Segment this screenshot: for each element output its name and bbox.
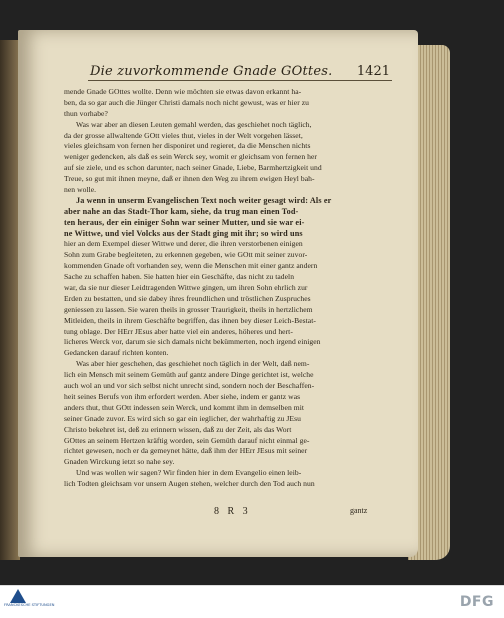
text-line: Gnaden Wirckung ietzt so nahe sey.	[64, 457, 175, 467]
catchword: gantz	[350, 506, 368, 515]
text-line: seiner Gnade zuvor. Es wird sich so gar ein ieglicher, der wahrhaftig zu JEsu	[64, 413, 301, 423]
text-line: Sache zu schaffen haben. Sie hatten hier ein Geschäfte, das nicht zu tadeln	[64, 272, 295, 282]
text-line: Was aber hier geschehen, das geschiehet noch täglich in der Welt, daß nem-	[76, 359, 310, 369]
text-line: aber nahe an das Stadt-Thor kam, siehe, da trug man einen Tod-	[64, 206, 299, 216]
text-line: anders thut, thut GOtt indessen sein Werck, und kommt ihm in demselben mit	[64, 402, 305, 412]
text-line: Was war aber an diesen Leuten gemahl werden, das geschiehet noch täglich,	[76, 119, 312, 129]
text-line: auch wol an und vor sich selbst nicht unrecht sind, sondern noch der Beschaffen-	[64, 381, 315, 391]
text-line: war, da sie nur dieser Leidtragenden Wittwe gingen, um ihren Sohn ehrlich zur	[64, 283, 308, 293]
text-line: Und was wollen wir sagen? Wir finden hier in dem Evangelio einen leib-	[76, 468, 302, 478]
text-line: licheres Werck vor, darum sie sich damals nicht bekümmerten, noch irgend einigen	[64, 337, 321, 347]
text-line: lich ein Mensch mit seinem Gemüth auf gantz andere Dinge gerichtet ist, welche	[64, 370, 314, 380]
text-line: tung oblage. Der HErr JEsus aber hatte viel ein anderes, höheres und hert-	[64, 326, 293, 336]
text-line: weniger gedencken, als daß es sein Werck sey, womit er gleichsam von fernen her	[64, 152, 317, 162]
text-line: GOttes an seinem Hertzen kräftig worden, sein Gemüth darauf nicht einmal ge-	[64, 435, 310, 445]
text-line: auf sie ziele, und es schon darunter, nach seiner Gnade, Liebe, Barmhertzigkeit und	[64, 163, 322, 173]
text-line: Ja wenn in unserm Evangelischen Text noch weiter gesagt wird: Als er	[76, 195, 332, 205]
text-line: mende Gnade GOttes wollte. Denn wie möchten sie etwas davon erkannt ha-	[64, 87, 302, 96]
dfg-logo[interactable]: DFG	[459, 594, 494, 610]
book-page	[18, 30, 418, 557]
text-line: nen wolle.	[64, 185, 97, 195]
page-number: 1421	[356, 64, 390, 79]
text-line: Christo bekehret ist, deß zu erinnern wissen, daß zu der Zeit, als das Wort	[64, 424, 292, 434]
text-line: richtet gewesen, noch er da gemeynet hätte, daß ihm der HErr JEsus mit seiner	[64, 446, 308, 456]
text-line: vieles gleichsam von fernen her disponiret und regieret, da die Menschen nichts	[64, 141, 311, 151]
signature-mark: 8 R 3	[214, 506, 251, 517]
text-line: lich Todten gleichsam vor unsern Augen stehen, welcher durch den Tod auch nun	[64, 479, 315, 489]
francke-logo-icon	[10, 589, 26, 603]
text-line: hier an dem Exempel dieser Wittwe und derer, die ihren verstorbenen einigen	[64, 239, 303, 249]
text-line: Gedancken darauf richten konten.	[64, 348, 169, 358]
text-line: da der grosse allwaltende GOtt vieles thut, vieles in der Welt vorgehen lässet,	[64, 130, 303, 140]
text-line: Erden zu bestatten, und sie dabey ihres freundlichen und tröstlichen Zuspruches	[64, 293, 311, 303]
book-spine-edge	[0, 40, 20, 560]
running-head: Die zuvorkommende Gnade GOttes.	[90, 64, 333, 79]
text-line: Mitleiden, theils in ihrem Geschäfte begriffen, das ihnen bey dieser Leich-Bestat-	[64, 315, 316, 325]
text-line: heit seines Berufs von ihm erfordert werden. Aber siehe, indem er gantz was	[64, 391, 301, 401]
francke-foundation-logo[interactable]	[4, 589, 55, 615]
text-line: ben, da so gar auch die Jünger Christi damals noch nicht gewust, was er hier zu	[64, 97, 309, 107]
text-line: ne Wittwe, und viel Volcks aus der Stadt ging mit ihr; so wird uns	[64, 228, 303, 238]
text-line: geniessen zu lassen. Sie waren theils in grosser Traurigkeit, theils in hertzlichem	[64, 304, 313, 314]
text-line: Sohn zum Grabe begleiteten, zu erkennen gegeben, wie GOtt mit seiner zuvor-	[64, 250, 308, 260]
text-line: kommenden Gnade oft vorhanden sey, wenn die Menschen mit einer gantz andern	[64, 261, 318, 271]
body-text	[64, 87, 400, 490]
text-line: ten heraus, der ein einiger Sohn war seiner Mutter, und sie war ei-	[64, 217, 305, 227]
francke-logo-text: FRANCKESCHE STIFTUNGEN	[4, 603, 55, 607]
text-line: Treue, so gut mit ihnen meyne, daß er ihnen den Weg zu ihrem ewigen Heyl bah-	[64, 174, 315, 184]
header-rule	[88, 80, 392, 81]
footer-bar	[0, 585, 504, 618]
text-line: thun vorhabe?	[64, 108, 108, 118]
